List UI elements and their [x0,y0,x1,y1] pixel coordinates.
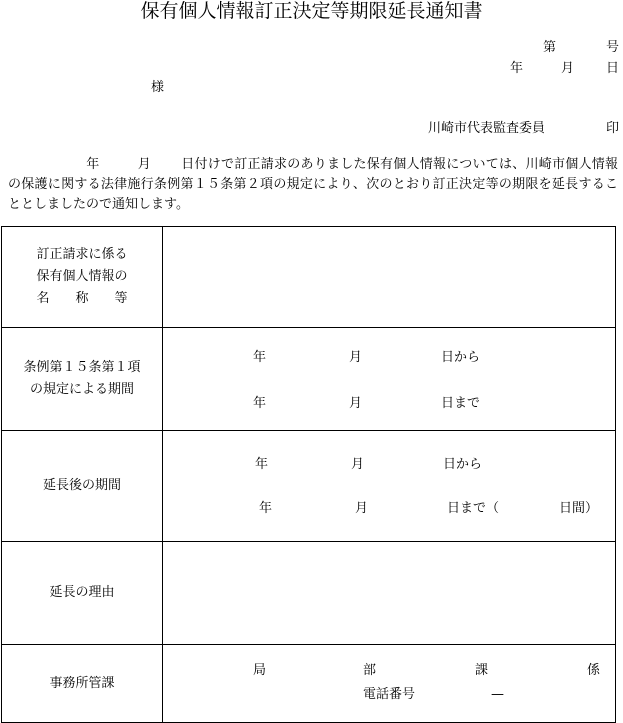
issuer-name: 川崎市代表監査委員 [428,121,546,136]
body-year: 年 [86,157,100,172]
label-line: 条例第１５条第１項 [23,360,141,375]
number-suffix: 号 [606,40,620,55]
label-line: 保有個人情報の [36,269,128,284]
date-day: 日 [606,61,620,76]
department-label: 部 [363,663,377,678]
unit-label: 係 [587,663,601,678]
extended-to-month: 月 [355,501,369,516]
period-to-year: 年 [253,396,267,411]
body-month: 月 [137,157,151,172]
extended-to-year: 年 [259,501,273,516]
table-row [2,542,616,645]
extension-reason-label: 延長の理由 [2,542,163,645]
label-line: 名 称 等 [36,291,128,306]
extended-days: 日間） [559,501,599,516]
body-text: 日付けで訂正請求のありました保有個人情報については、川崎市個人情報の保護に関する法律施行条例第１５条第２項の規定により、次のとおり訂正決定等の期限を延長することとしましたので通知します。 [8,157,618,212]
table-row [2,227,616,328]
extended-from-month: 月 [351,457,365,472]
label-line: の規定による期間 [29,382,134,397]
period-to-day: 日まで [441,396,481,411]
phone-label: 電話番号 [363,687,416,702]
number-prefix: 第 [543,40,557,55]
extension-reason-field[interactable] [163,542,616,645]
extended-from-year: 年 [255,457,269,472]
document-title: 保有個人情報訂正決定等期限延長通知書 [140,0,483,22]
extended-to-day: 日まで（ [447,501,500,516]
notice-form-table [1,226,616,723]
recipient-suffix: 様 [151,80,165,95]
table-row [2,431,616,542]
office-label: 事務所管課 [2,645,163,723]
notice-paragraph [8,155,618,215]
office-field[interactable] [163,645,616,723]
date-month: 月 [561,61,575,76]
period-from-day: 日から [441,350,481,365]
period-from-year: 年 [253,350,267,365]
subject-info-label [2,227,163,328]
label-line: 訂正請求に係る [36,247,128,262]
bureau-label: 局 [253,663,267,678]
extended-period-label: 延長後の期間 [2,431,163,542]
table-row [2,645,616,723]
extended-from-day: 日から [443,457,483,472]
phone-dash: — [491,687,504,702]
original-period-field[interactable] [163,328,616,431]
subject-info-field[interactable] [163,227,616,328]
date-year: 年 [510,61,524,76]
section-label: 課 [475,663,489,678]
period-to-month: 月 [349,396,363,411]
table-row [2,328,616,431]
original-period-label [2,328,163,431]
period-from-month: 月 [349,350,363,365]
seal-mark: 印 [606,121,620,136]
extended-period-field[interactable] [163,431,616,542]
